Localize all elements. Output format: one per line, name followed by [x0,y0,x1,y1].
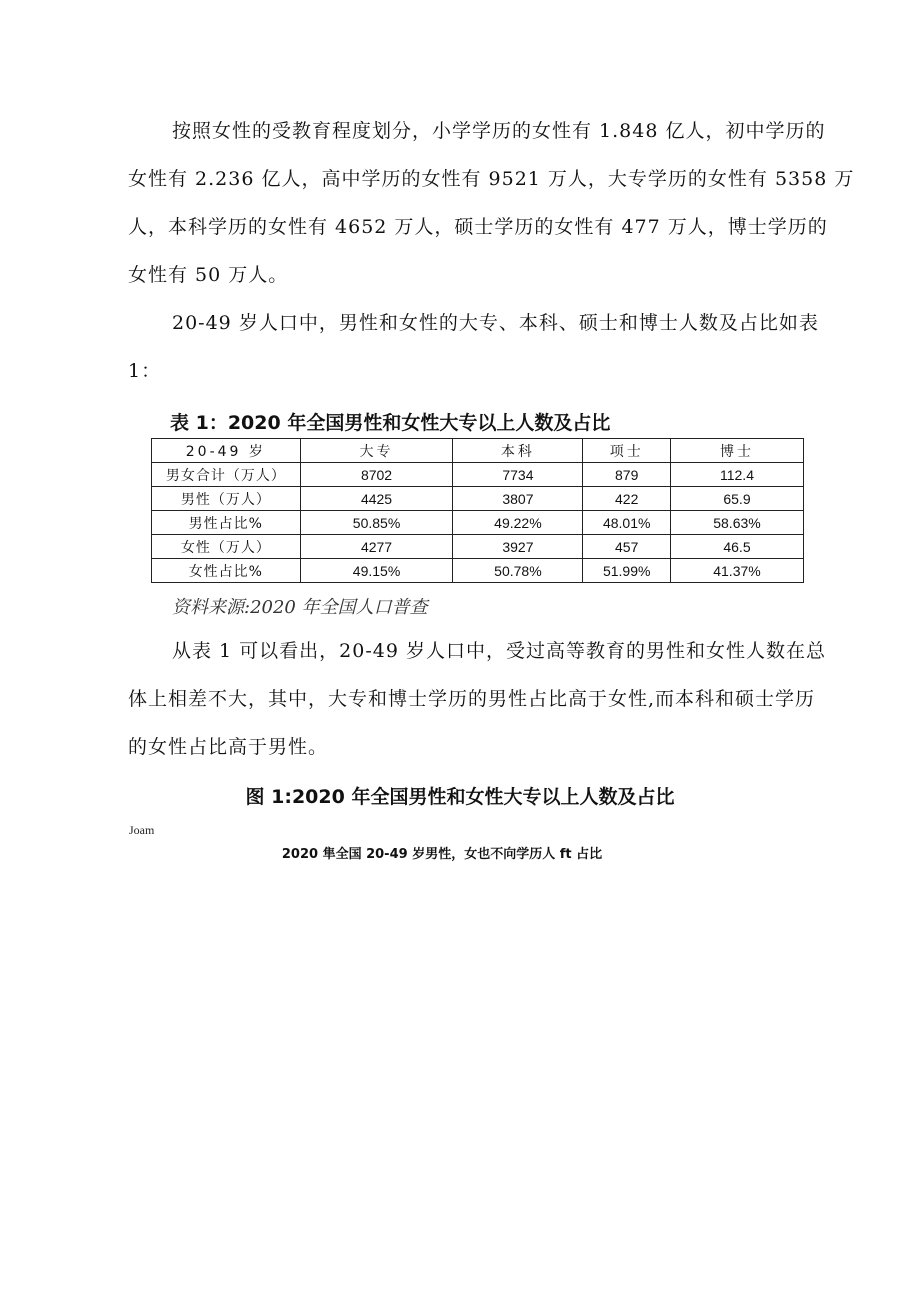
table-row [152,559,804,583]
header-cell-bachelor: 本科 [453,439,583,463]
table-cell: 50.85% [300,511,453,535]
table-cell: 58.63% [670,511,803,535]
table-cell: 3807 [453,487,583,511]
paragraph-table-analysis [128,627,828,771]
table-cell: 879 [583,463,671,487]
header-cell-doctor: 博士 [670,439,803,463]
table-cell: 41.37% [670,559,803,583]
paragraph-line: 1： [128,360,162,382]
table-cell: 49.15% [300,559,453,583]
table-cell: 48.01% [583,511,671,535]
table-header-row [152,439,804,463]
figure-stub-label: Joam [129,823,155,837]
header-cell-age: 20-49 岁 [152,439,301,463]
paragraph-table-intro [128,299,828,395]
paragraph-line: 按照女性的受教育程度划分，小学学历的女性有 1.848 亿人，初中学历的 [172,120,826,142]
row-label: 男性占比% [152,511,301,535]
table-cell: 49.22% [453,511,583,535]
header-cell-college: 大专 [300,439,453,463]
table-cell: 457 [583,535,671,559]
row-label: 男性（万人） [152,487,301,511]
table-cell: 46.5 [670,535,803,559]
education-table [151,438,804,583]
table-cell: 51.99% [583,559,671,583]
paragraph-education-levels [128,107,855,299]
figure-chart-title: 2020 隼全国 20-49 岁男性，女也不向学历人 ft 占比 [281,847,603,862]
paragraph-line: 从表 1 可以看出，20-49 岁人口中，受过高等教育的男性和女性人数在总 [172,640,826,662]
paragraph-line: 女性有 50 万人。 [128,264,289,286]
table-cell: 4425 [300,487,453,511]
table-cell: 422 [583,487,671,511]
paragraph-line: 女性有 2.236 亿人，高中学历的女性有 9521 万人，大专学历的女性有 5358 万 [128,168,855,190]
table-cell: 7734 [453,463,583,487]
table-cell: 8702 [300,463,453,487]
header-cell-master: 项士 [583,439,671,463]
table-source-note: 资料来源:2020 年全国人口普查 [172,597,428,618]
row-label: 女性（万人） [152,535,301,559]
table-cell: 3927 [453,535,583,559]
table-cell: 50.78% [453,559,583,583]
table-caption: 表 1：2020 年全国男性和女性大专以上人数及占比 [170,412,611,434]
table-cell: 65.9 [670,487,803,511]
paragraph-line: 20-49 岁人口中，男性和女性的大专、本科、硕士和博士人数及占比如表 [172,312,819,334]
table-row [152,511,804,535]
table-row [152,487,804,511]
paragraph-line: 体上相差不大，其中，大专和博士学历的男性占比高于女性,而本科和硕士学历 [128,688,816,710]
paragraph-line: 的女性占比高于男性。 [128,736,329,758]
table-row [152,463,804,487]
paragraph-line: 人，本科学历的女性有 4652 万人，硕士学历的女性有 477 万人，博士学历的 [128,216,828,238]
row-label: 男女合计（万人） [152,463,301,487]
table-cell: 112.4 [670,463,803,487]
table-cell: 4277 [300,535,453,559]
figure-caption: 图 1:2020 年全国男性和女性大专以上人数及占比 [245,786,675,808]
row-label: 女性占比% [152,559,301,583]
table-row [152,535,804,559]
